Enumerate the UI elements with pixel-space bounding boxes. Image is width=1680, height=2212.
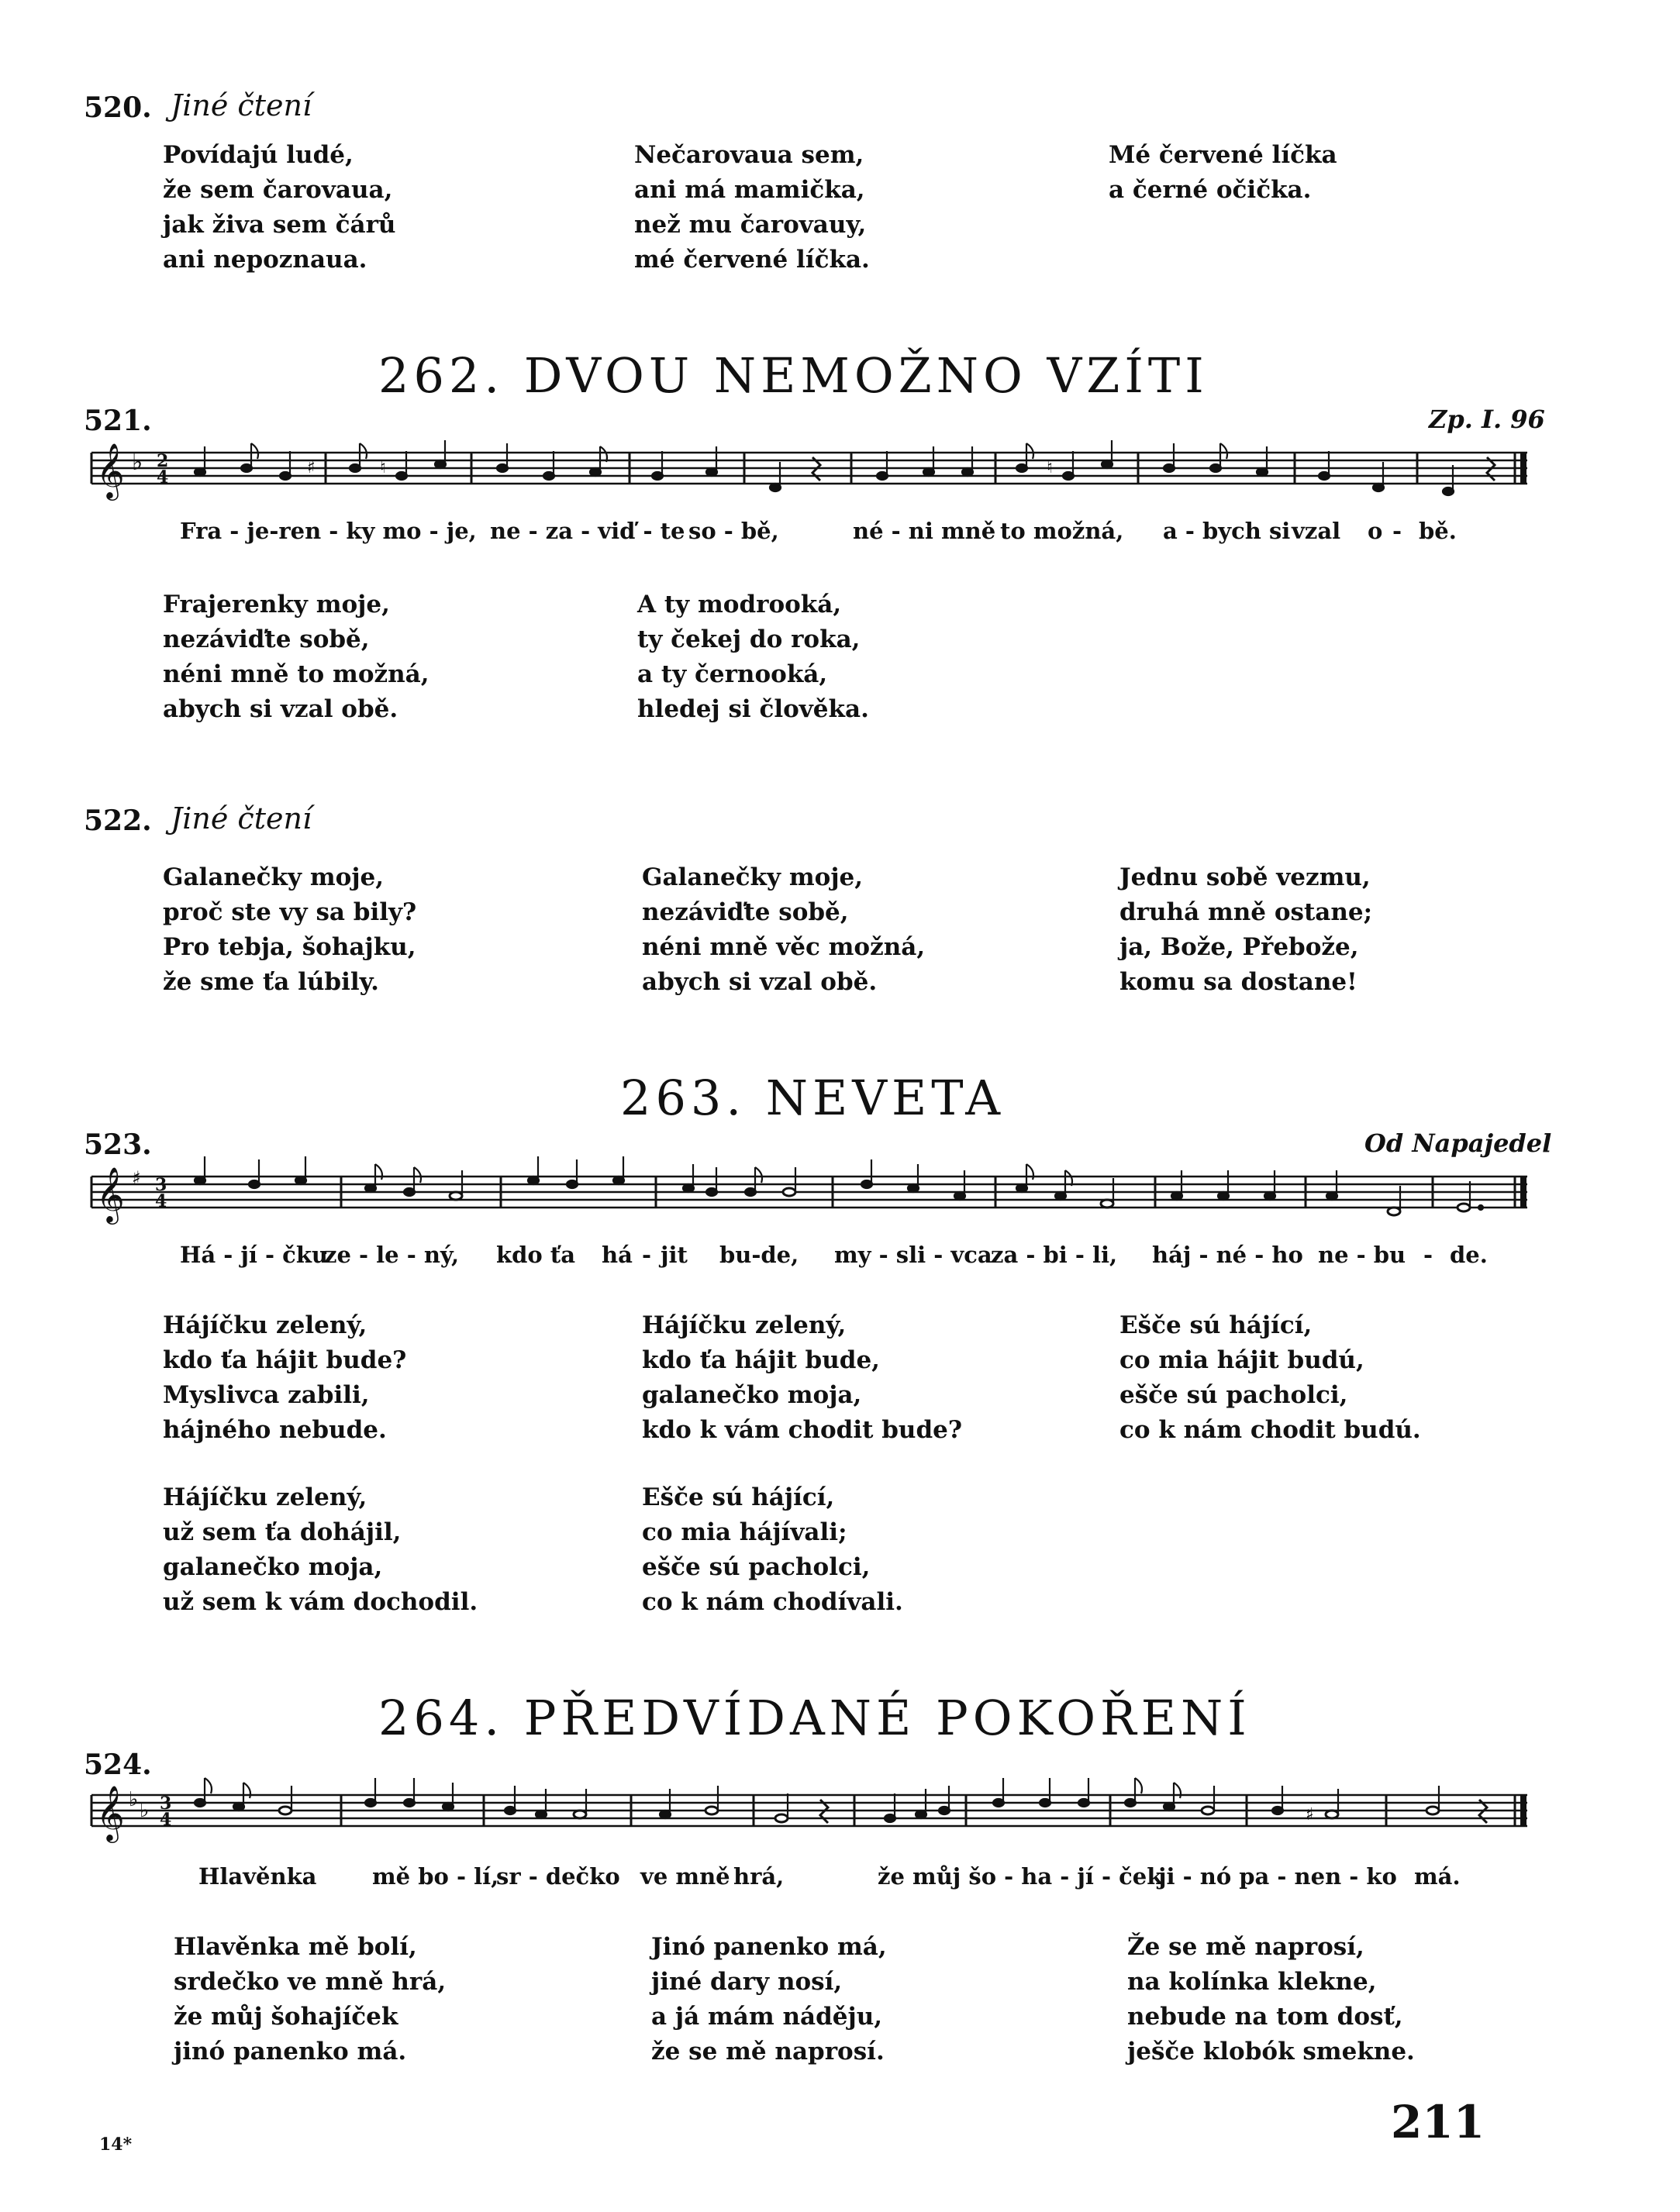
verse-line: mé červené líčka. bbox=[634, 246, 870, 274]
lyric-syllable: - bbox=[1423, 1242, 1433, 1268]
verse-line: že se mě naprosí. bbox=[651, 2038, 885, 2066]
verse-line: jak živa sem čárů bbox=[163, 211, 396, 239]
lyric-syllable: o bbox=[1368, 518, 1383, 544]
lyric-syllable: né - ni mně bbox=[853, 518, 996, 544]
verse-line: Jinó panenko má, bbox=[651, 1933, 887, 1961]
music-staff-523 bbox=[91, 1164, 1533, 1232]
source-note-262: Zp. I. 96 bbox=[1429, 405, 1545, 434]
verse-line: Galanečky moje, bbox=[163, 863, 385, 891]
verse-line: Ešče sú hájící, bbox=[642, 1483, 835, 1511]
verse-line: druhá mně ostane; bbox=[1119, 898, 1373, 926]
stanza-522-1 bbox=[163, 860, 416, 1000]
lyric-syllable: jit bbox=[661, 1242, 688, 1268]
stanza-520-2 bbox=[634, 138, 870, 277]
natural-sign-icon: ♮ bbox=[1047, 458, 1053, 477]
lyric-syllable: bu-de, bbox=[719, 1242, 799, 1268]
source-note-263: Od Napajedel bbox=[1364, 1128, 1552, 1158]
item-number-522: 522. bbox=[84, 805, 152, 837]
verse-line: Hájíčku zelený, bbox=[642, 1311, 847, 1339]
lyric-syllable: vzal bbox=[1292, 518, 1341, 544]
verse-line: Frajerenky moje, bbox=[163, 591, 390, 618]
verse-line: srdečko ve mně hrá, bbox=[174, 1968, 447, 1996]
lyric-syllable: že můj šo - ha - jí - ček bbox=[878, 1863, 1163, 1890]
page-number: 211 bbox=[1391, 2096, 1485, 2148]
time-signature-bottom: 4 bbox=[160, 1810, 172, 1830]
item-number-521: 521. bbox=[84, 405, 152, 437]
time-signature-top: 3 bbox=[160, 1793, 172, 1814]
stanza-522-3 bbox=[1119, 860, 1372, 1000]
stanza-263-3 bbox=[1119, 1308, 1421, 1448]
verse-line: Jednu sobě vezmu, bbox=[1119, 863, 1371, 891]
lyric-syllable: ze - le - ný, bbox=[324, 1242, 460, 1268]
lyric-syllable: de. bbox=[1450, 1242, 1488, 1268]
verse-line: ani má mamička, bbox=[634, 176, 865, 204]
lyric-syllable: Há - jí - čku bbox=[180, 1242, 328, 1268]
natural-sign-icon: ♮ bbox=[380, 458, 386, 477]
stanza-522-2 bbox=[642, 860, 925, 1000]
verse-line: nezáviďte sobě, bbox=[163, 625, 370, 653]
lyrics-523 bbox=[0, 1242, 1680, 1273]
stanza-264-3 bbox=[1127, 1930, 1415, 2069]
alt-reading-heading-520: Jiné čtení bbox=[171, 88, 312, 122]
verse-line: jiné dary nosí, bbox=[651, 1968, 843, 1996]
verse-line: Myslivca zabili, bbox=[163, 1381, 370, 1409]
verse-line: galanečko moja, bbox=[642, 1381, 862, 1409]
flat-sign-icon: ♭ bbox=[129, 1788, 139, 1811]
verse-line: galanečko moja, bbox=[163, 1553, 383, 1581]
verse-line: co k nám chodit budú. bbox=[1119, 1416, 1421, 1444]
time-signature-bottom: 4 bbox=[157, 467, 169, 488]
stanza-262-1 bbox=[163, 587, 429, 727]
verse-line: A ty modrooká, bbox=[637, 591, 842, 618]
item-number-523: 523. bbox=[84, 1128, 152, 1161]
verse-line: a černé očička. bbox=[1109, 176, 1312, 204]
verse-line: Povídajú ludé, bbox=[163, 141, 354, 169]
song-title-264: 264. PŘEDVÍDANÉ POKOŘENÍ bbox=[378, 1690, 1251, 1746]
verse-line: že sem čarovaua, bbox=[163, 176, 393, 204]
verse-line: abych si vzal obě. bbox=[163, 695, 398, 723]
lyric-syllable: bě. bbox=[1419, 518, 1457, 544]
stanza-262-2 bbox=[637, 587, 869, 727]
verse-line: že sme ťa lúbily. bbox=[163, 968, 379, 996]
verse-line: co mia hájit budú, bbox=[1119, 1346, 1364, 1374]
verse-line: kdo ťa hájit bude, bbox=[642, 1346, 880, 1374]
verse-line: ani nepoznaua. bbox=[163, 246, 367, 274]
stanza-263-2 bbox=[642, 1308, 962, 1448]
verse-line: co mia hájívali; bbox=[642, 1518, 847, 1546]
treble-clef-icon: 𝄞 bbox=[96, 1784, 125, 1841]
verse-line: ja, Bože, Přebože, bbox=[1119, 933, 1359, 961]
flat-sign-icon: ♭ bbox=[132, 449, 143, 476]
lyric-syllable: my - sli - vca bbox=[834, 1242, 992, 1268]
music-staff-524 bbox=[91, 1783, 1533, 1851]
time-signature-top: 3 bbox=[155, 1175, 167, 1195]
song-title-262: 262. DVOU NEMOŽNO VZÍTI bbox=[378, 347, 1209, 404]
lyrics-524 bbox=[0, 1863, 1680, 1894]
stanza-263-1 bbox=[163, 1308, 406, 1448]
verse-line: ešče sú pacholci, bbox=[1119, 1381, 1348, 1409]
stanza-264-1 bbox=[174, 1930, 446, 2069]
verse-line: abych si vzal obě. bbox=[642, 968, 878, 996]
sharp-sign-icon: ♯ bbox=[307, 458, 316, 477]
signature-mark: 14* bbox=[99, 2134, 133, 2155]
lyric-syllable: - bbox=[642, 1242, 652, 1268]
sharp-sign-icon: ♯ bbox=[1306, 1805, 1314, 1824]
verse-line: Nečarovaua sem, bbox=[634, 141, 864, 169]
verse-line: a já mám náděju, bbox=[651, 2003, 883, 2031]
verse-line: ešče sú pacholci, bbox=[642, 1553, 871, 1581]
sharp-sign-icon: ♯ bbox=[132, 1167, 141, 1189]
lyric-syllable: Fra - je-ren - ky mo - je, bbox=[180, 518, 477, 544]
music-staff-521 bbox=[91, 440, 1533, 508]
verse-line: proč ste vy sa bily? bbox=[163, 898, 417, 926]
verse-line: Hájíčku zelený, bbox=[163, 1311, 367, 1339]
verse-line: že můj šohajíček bbox=[174, 2003, 398, 2031]
verse-line: už sem ťa dohájil, bbox=[163, 1518, 402, 1546]
lyric-syllable: ne - bu bbox=[1318, 1242, 1406, 1268]
time-signature-bottom: 4 bbox=[155, 1191, 167, 1211]
lyric-syllable: za - bi - li, bbox=[991, 1242, 1118, 1268]
lyric-syllable: há bbox=[602, 1242, 633, 1268]
stanza-520-1 bbox=[163, 138, 395, 277]
verse-line: co k nám chodívali. bbox=[642, 1588, 903, 1616]
treble-clef-icon: 𝄞 bbox=[96, 1166, 125, 1222]
verse-line: komu sa dostane! bbox=[1119, 968, 1357, 996]
lyric-syllable: - bbox=[1392, 518, 1402, 544]
stanza-263-4 bbox=[163, 1480, 478, 1620]
lyrics-521 bbox=[0, 518, 1680, 549]
lyric-syllable: to možná, bbox=[1000, 518, 1124, 544]
verse-line: néni mně to možná, bbox=[163, 660, 429, 688]
lyric-syllable: mě bo - lí, bbox=[372, 1863, 499, 1890]
item-number-520: 520. bbox=[84, 91, 152, 124]
song-title-263: 263. NEVETA bbox=[620, 1070, 1006, 1126]
lyric-syllable: ve mně bbox=[640, 1863, 730, 1890]
lyric-syllable: so - bě, bbox=[688, 518, 779, 544]
verse-line: než mu čarovauy, bbox=[634, 211, 867, 239]
verse-line: na kolínka klekne, bbox=[1127, 1968, 1377, 1996]
lyric-syllable: ji - nó pa - nen - ko bbox=[1158, 1863, 1397, 1890]
verse-line: jinó panenko má. bbox=[174, 2038, 407, 2066]
stanza-263-5 bbox=[642, 1480, 903, 1620]
lyric-syllable: má. bbox=[1414, 1863, 1461, 1890]
verse-line: kdo ťa hájit bude? bbox=[163, 1346, 407, 1374]
verse-line: néni mně věc možná, bbox=[642, 933, 926, 961]
verse-line: Že se mě naprosí, bbox=[1127, 1933, 1364, 1961]
verse-line: Ešče sú hájící, bbox=[1119, 1311, 1313, 1339]
lyric-syllable: Hlavěnka bbox=[198, 1863, 317, 1890]
lyric-syllable: a - bych si bbox=[1163, 518, 1291, 544]
verse-line: nezáviďte sobě, bbox=[642, 898, 849, 926]
lyric-syllable: sr - dečko bbox=[496, 1863, 620, 1890]
verse-line: hájného nebude. bbox=[163, 1416, 387, 1444]
treble-clef-icon: 𝄞 bbox=[96, 442, 125, 498]
verse-line: Hájíčku zelený, bbox=[163, 1483, 367, 1511]
alt-reading-heading-522: Jiné čtení bbox=[171, 801, 312, 836]
verse-line: Hlavěnka mě bolí, bbox=[174, 1933, 417, 1961]
item-number-524: 524. bbox=[84, 1749, 152, 1781]
lyric-syllable: hrá, bbox=[733, 1863, 785, 1890]
verse-line: Pro tebja, šohajku, bbox=[163, 933, 416, 961]
lyric-syllable: ne - za - viď - te bbox=[490, 518, 685, 544]
flat-sign-icon: ♭ bbox=[140, 1799, 150, 1822]
time-signature-top: 2 bbox=[157, 451, 169, 471]
verse-line: a ty černooká, bbox=[637, 660, 828, 688]
verse-line: nebude na tom dosť, bbox=[1127, 2003, 1403, 2031]
verse-line: kdo k vám chodit bude? bbox=[642, 1416, 963, 1444]
verse-line: ty čekej do roka, bbox=[637, 625, 861, 653]
lyric-syllable: kdo ťa bbox=[496, 1242, 575, 1268]
verse-line: ješče klobók smekne. bbox=[1127, 2038, 1415, 2066]
verse-line: Mé červené líčka bbox=[1109, 141, 1337, 169]
verse-line: Galanečky moje, bbox=[642, 863, 864, 891]
lyric-syllable: háj - né - ho bbox=[1152, 1242, 1303, 1268]
stanza-264-2 bbox=[651, 1930, 887, 2069]
verse-line: už sem k vám dochodil. bbox=[163, 1588, 478, 1616]
verse-line: hledej si člověka. bbox=[637, 695, 869, 723]
stanza-520-3 bbox=[1109, 138, 1337, 208]
